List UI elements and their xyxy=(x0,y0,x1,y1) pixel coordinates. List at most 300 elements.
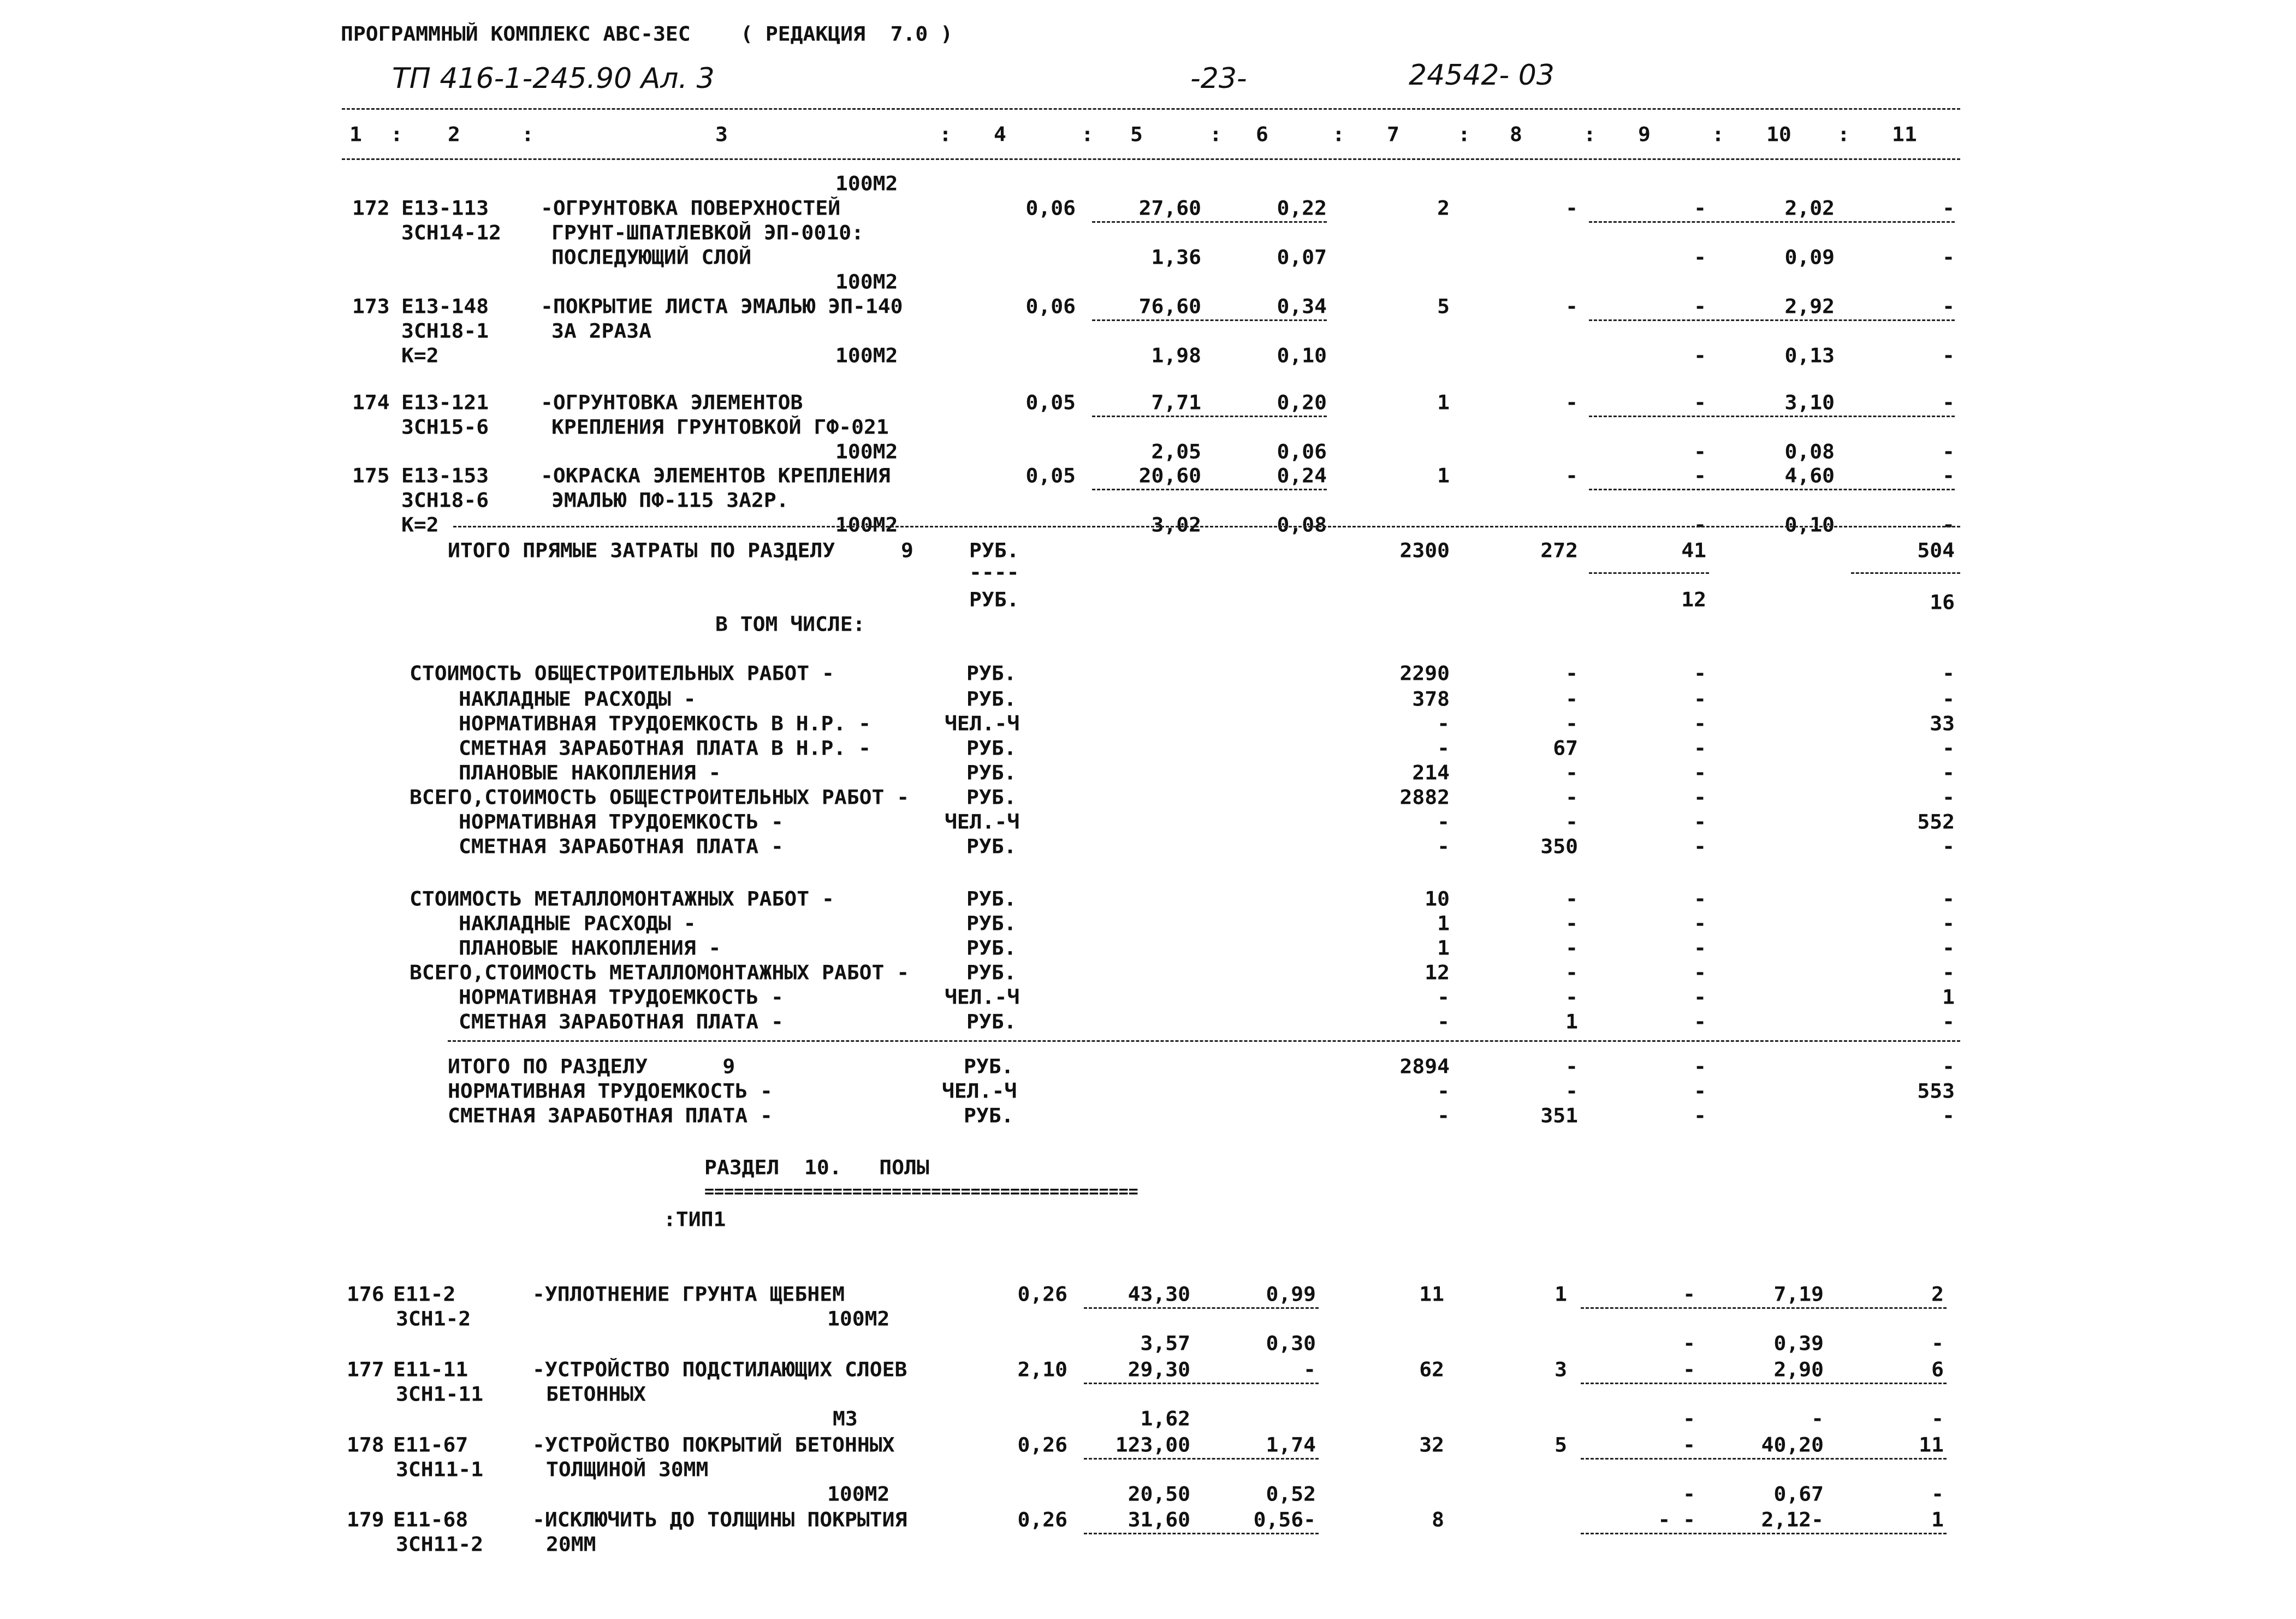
summary-unit: РУБ. xyxy=(966,786,1017,809)
cell-c9-second: - xyxy=(1694,246,1706,269)
item-description: ПОСЛЕДУЮЩИЙ СЛОЙ xyxy=(551,246,752,269)
summary-unit: РУБ. xyxy=(966,936,1017,959)
cell-c9-second: - xyxy=(1694,344,1706,367)
cell-c11: - xyxy=(1942,1010,1955,1033)
cell-c8: - xyxy=(1565,786,1578,809)
cell-c11: - xyxy=(1942,391,1955,414)
cell-c11-second: 16 xyxy=(1930,591,1955,614)
cell-c8: - xyxy=(1565,936,1578,959)
cell-c8: - xyxy=(1565,464,1578,487)
column-header-5: 5 xyxy=(1130,123,1143,146)
section-total-label: ИТОГО ПО РАЗДЕЛУ 9 xyxy=(448,1055,735,1078)
cell-c11: - xyxy=(1942,786,1955,809)
cell-c11: - xyxy=(1942,887,1955,910)
program-header: ПРОГРАММНЫЙ КОМПЛЕКС АВС-ЗЕС ( РЕДАКЦИЯ 7.0 ) xyxy=(341,22,953,45)
cell-c6: 0,20 xyxy=(1277,391,1327,414)
item-code-secondary: ЗСН11-2 xyxy=(396,1533,484,1556)
cell-c6-second: 0,52 xyxy=(1266,1482,1316,1505)
cell-c5-second: 20,50 xyxy=(1128,1482,1190,1505)
sub-rule xyxy=(1092,221,1327,223)
section-total-label: СМЕТНАЯ ЗАРАБОТНАЯ ПЛАТА - xyxy=(448,1104,773,1127)
item-description: -ОГРУНТОВКА ЭЛЕМЕНТОВ xyxy=(541,391,803,414)
cell-c11-second: - xyxy=(1942,246,1955,269)
cell-c5-second: 2,05 xyxy=(1151,440,1201,463)
cell-c8: - xyxy=(1565,712,1578,735)
cell-c10: 2,92 xyxy=(1784,295,1835,318)
column-separator: : xyxy=(1712,123,1724,146)
cell-c9-second: - xyxy=(1683,1482,1695,1505)
cell-c7: 1 xyxy=(1437,464,1450,487)
sub-rule xyxy=(1589,489,1955,490)
item-description: ТОЛЩИНОЙ 30ММ xyxy=(546,1458,709,1481)
cell-c10: 7,19 xyxy=(1773,1283,1824,1306)
summary-label: ВСЕГО,СТОИМОСТЬ ОБЩЕСТРОИТЕЛЬНЫХ РАБОТ - xyxy=(410,786,910,809)
page-number: -23- xyxy=(1190,62,1247,95)
total-direct-dash: ---- xyxy=(969,561,1019,584)
cell-c7: 10 xyxy=(1425,887,1450,910)
sub-rule xyxy=(1589,319,1955,321)
item-code: Е11-68 xyxy=(393,1508,468,1531)
item-code-secondary: ЗСН14-12 xyxy=(401,221,502,244)
cell-c9: - xyxy=(1683,1283,1695,1306)
cell-c8: 67 xyxy=(1553,737,1578,760)
sub-rule xyxy=(1084,1533,1319,1534)
cell-c8: - xyxy=(1565,986,1578,1009)
cell-c4: 0,26 xyxy=(1017,1283,1067,1306)
cell-c11-second: - xyxy=(1931,1482,1944,1505)
cell-c7: - xyxy=(1437,986,1450,1009)
cell-c11: 1 xyxy=(1942,986,1955,1009)
cell-c10: 4,60 xyxy=(1784,464,1835,487)
item-code: Е13-121 xyxy=(401,391,489,414)
column-header-11: 11 xyxy=(1892,123,1917,146)
cell-c6: 0,22 xyxy=(1277,197,1327,220)
cell-c7: 5 xyxy=(1437,295,1450,318)
cell-c11: - xyxy=(1942,197,1955,220)
cell-c7: 12 xyxy=(1425,961,1450,984)
cell-c6: 0,34 xyxy=(1277,295,1327,318)
cell-c11: 2 xyxy=(1931,1283,1944,1306)
item-description: -УСТРОЙСТВО ПОКРЫТИЙ БЕТОННЫХ xyxy=(532,1433,895,1456)
cell-c8: - xyxy=(1565,912,1578,935)
cell-c11: - xyxy=(1942,687,1955,710)
cell-c5-second: 1,36 xyxy=(1151,246,1201,269)
item-code: Е13-148 xyxy=(401,295,489,318)
cell-c9: - xyxy=(1694,835,1706,858)
cell-c4: 0,05 xyxy=(1025,464,1076,487)
summary-unit: РУБ. xyxy=(966,887,1017,910)
cell-c11: - xyxy=(1942,835,1955,858)
cell-c9: - xyxy=(1694,786,1706,809)
item-description: ЭМАЛЬЮ ПФ-115 ЗА2Р. xyxy=(551,489,789,512)
cell-c5: 29,30 xyxy=(1128,1358,1190,1381)
cell-c11: - xyxy=(1942,464,1955,487)
summary-label: СТОИМОСТЬ ОБЩЕСТРОИТЕЛЬНЫХ РАБОТ - xyxy=(410,662,834,685)
total-direct-section: 9 xyxy=(901,539,913,562)
cell-c9: - xyxy=(1694,1080,1706,1102)
cell-c6-second: 0,30 xyxy=(1266,1332,1316,1355)
unit-label: 100М2 xyxy=(835,344,898,367)
cell-c7: - xyxy=(1437,810,1450,833)
cell-c8: - xyxy=(1565,1055,1578,1078)
summary-label: НОРМАТИВНАЯ ТРУДОЕМКОСТЬ - xyxy=(459,810,784,833)
cell-c8: 351 xyxy=(1540,1104,1578,1127)
cell-c9-second: - xyxy=(1683,1332,1695,1355)
cell-c10-second: 0,39 xyxy=(1773,1332,1824,1355)
column-separator: : xyxy=(1583,123,1596,146)
cell-c9: - xyxy=(1694,1104,1706,1127)
cell-c11-second: - xyxy=(1942,513,1955,536)
summary-unit: ЧЕЛ.-Ч xyxy=(945,986,1020,1009)
cell-c7: 2894 xyxy=(1399,1055,1450,1078)
summary-label: СТОИМОСТЬ МЕТАЛЛОМОНТАЖНЫХ РАБОТ - xyxy=(410,887,834,910)
cell-c8: 272 xyxy=(1540,539,1578,562)
cell-c5-second: 1,98 xyxy=(1151,344,1201,367)
cell-c11: - xyxy=(1942,1104,1955,1127)
cell-c8: 350 xyxy=(1540,835,1578,858)
cell-c5-second: 1,62 xyxy=(1140,1407,1190,1430)
item-description: ЗА 2РАЗА xyxy=(551,319,652,342)
item-description: -УСТРОЙСТВО ПОДСТИЛАЮЩИХ СЛОЕВ xyxy=(532,1358,907,1381)
item-description: КРЕПЛЕНИЯ ГРУНТОВКОЙ ГФ-021 xyxy=(551,416,889,438)
cell-c10: 3,10 xyxy=(1784,391,1835,414)
item-code-secondary: ЗСН1-2 xyxy=(396,1307,471,1330)
cell-c9: - xyxy=(1694,936,1706,959)
cell-c7: - xyxy=(1437,712,1450,735)
summary-unit: РУБ. xyxy=(966,761,1017,784)
summary-unit: ЧЕЛ.-Ч xyxy=(945,810,1020,833)
item-number: 178 xyxy=(347,1433,384,1456)
item-number: 174 xyxy=(352,391,390,414)
summary-label: ВСЕГО,СТОИМОСТЬ МЕТАЛЛОМОНТАЖНЫХ РАБОТ - xyxy=(410,961,910,984)
cell-c9-second: 12 xyxy=(1681,588,1706,611)
summary-unit: РУБ. xyxy=(966,961,1017,984)
item-code-secondary: ЗСН18-6 xyxy=(401,489,489,512)
cell-c10-second: 0,67 xyxy=(1773,1482,1824,1505)
column-header-4: 4 xyxy=(994,123,1006,146)
sub-rule xyxy=(1092,489,1327,490)
cell-c7: - xyxy=(1437,1080,1450,1102)
cell-c6-second: 0,08 xyxy=(1277,513,1327,536)
summary-unit: РУБ. xyxy=(966,835,1017,858)
item-coefficient: К=2 xyxy=(401,513,439,536)
unit-label: 100М2 xyxy=(835,513,898,536)
item-number: 173 xyxy=(352,295,390,318)
column-header-7: 7 xyxy=(1387,123,1399,146)
cell-c8: - xyxy=(1565,391,1578,414)
cell-c8: 3 xyxy=(1555,1358,1567,1381)
summary-unit: РУБ. xyxy=(966,1010,1017,1033)
cell-c8: - xyxy=(1565,961,1578,984)
cell-c11: - xyxy=(1942,1055,1955,1078)
summary-unit: РУБ. xyxy=(966,912,1017,935)
header-rule-bottom xyxy=(342,158,1960,160)
cell-c5: 123,00 xyxy=(1115,1433,1190,1456)
total-direct-unit: РУБ. xyxy=(969,539,1019,562)
cell-c7: 1 xyxy=(1437,912,1450,935)
cell-c8: - xyxy=(1565,810,1578,833)
cell-c5-second: 3,57 xyxy=(1140,1332,1190,1355)
unit-label: 100М2 xyxy=(827,1307,890,1330)
cell-c11-second: - xyxy=(1942,440,1955,463)
column-separator: : xyxy=(1458,123,1470,146)
column-separator: : xyxy=(939,123,952,146)
unit-label: 100М2 xyxy=(827,1482,890,1505)
item-code: Е11-2 xyxy=(393,1283,456,1306)
item-description: ГРУНТ-ШПАТЛЕВКОЙ ЭП-0010: xyxy=(551,221,864,244)
table-rule xyxy=(453,526,1960,527)
column-header-3: 3 xyxy=(715,123,728,146)
summary-label: НОРМАТИВНАЯ ТРУДОЕМКОСТЬ - xyxy=(459,986,784,1009)
cell-c4: 0,26 xyxy=(1017,1508,1067,1531)
cell-c7: 2882 xyxy=(1399,786,1450,809)
item-number: 175 xyxy=(352,464,390,487)
cell-c8: - xyxy=(1565,687,1578,710)
section-total-unit: РУБ. xyxy=(964,1055,1014,1078)
item-number: 177 xyxy=(347,1358,384,1381)
item-code-secondary: ЗСН11-1 xyxy=(396,1458,484,1481)
cell-c7: 378 xyxy=(1412,687,1450,710)
unit-label: 100М2 xyxy=(835,172,898,195)
cell-c5: 27,60 xyxy=(1138,197,1201,220)
cell-c11: - xyxy=(1942,936,1955,959)
table-rule xyxy=(448,1040,1960,1042)
column-header-6: 6 xyxy=(1256,123,1268,146)
column-header-10: 10 xyxy=(1766,123,1791,146)
cell-c7: 2 xyxy=(1437,197,1450,220)
cell-c5: 76,60 xyxy=(1138,295,1201,318)
item-description: -ПОКРЫТИЕ ЛИСТА ЭМАЛЬЮ ЭП-140 xyxy=(541,295,903,318)
cell-c6: 0,99 xyxy=(1266,1283,1316,1306)
cell-c9: 41 xyxy=(1681,539,1706,562)
cell-c4: 0,26 xyxy=(1017,1433,1067,1456)
item-description: -ОКРАСКА ЭЛЕМЕНТОВ КРЕПЛЕНИЯ xyxy=(541,464,891,487)
project-code: ТП 416-1-245.90 Ал. 3 xyxy=(392,62,715,95)
cell-c9: - xyxy=(1694,662,1706,685)
unit-label: 100М2 xyxy=(835,270,898,293)
cell-c9: - xyxy=(1683,1358,1695,1381)
column-separator: : xyxy=(1209,123,1222,146)
cell-c9: - xyxy=(1694,712,1706,735)
cell-c9: - xyxy=(1694,687,1706,710)
summary-label: НОРМАТИВНАЯ ТРУДОЕМКОСТЬ В Н.Р. - xyxy=(459,712,871,735)
cell-c4: 0,06 xyxy=(1025,197,1076,220)
cell-c7: 214 xyxy=(1412,761,1450,784)
type-label: :ТИП1 xyxy=(663,1208,726,1231)
sub-rule xyxy=(1851,572,1960,574)
cell-c8: - xyxy=(1565,295,1578,318)
column-separator: : xyxy=(1837,123,1850,146)
cell-c9: - xyxy=(1694,464,1706,487)
sub-rule xyxy=(1589,416,1955,417)
cell-c6: - xyxy=(1303,1358,1316,1381)
unit-label: М3 xyxy=(833,1407,858,1430)
cell-c7: - xyxy=(1437,737,1450,760)
item-number: 179 xyxy=(347,1508,384,1531)
total-direct-label: ИТОГО ПРЯМЫЕ ЗАТРАТЫ ПО РАЗДЕЛУ xyxy=(448,539,835,562)
total-direct-unit-second: РУБ. xyxy=(969,588,1019,611)
unit-label: 100М2 xyxy=(835,440,898,463)
column-separator: : xyxy=(1081,123,1094,146)
cell-c5-second: 3,02 xyxy=(1151,513,1201,536)
cell-c11: 552 xyxy=(1917,810,1955,833)
summary-unit: РУБ. xyxy=(966,687,1017,710)
cell-c9-second: - xyxy=(1694,513,1706,536)
sub-rule xyxy=(1589,572,1709,574)
cell-c8: - xyxy=(1565,887,1578,910)
cell-c11: - xyxy=(1942,737,1955,760)
including-label: В ТОМ ЧИСЛЕ: xyxy=(715,613,865,636)
cell-c9-second: - xyxy=(1694,440,1706,463)
summary-label: НАКЛАДНЫЕ РАСХОДЫ - xyxy=(459,912,696,935)
cell-c7: 1 xyxy=(1437,391,1450,414)
cell-c10: 2,90 xyxy=(1773,1358,1824,1381)
cell-c5: 31,60 xyxy=(1128,1508,1190,1531)
cell-c11: - xyxy=(1942,295,1955,318)
column-separator: : xyxy=(1332,123,1345,146)
sub-rule xyxy=(1092,319,1327,321)
summary-unit: ЧЕЛ.-Ч xyxy=(945,712,1020,735)
summary-label: НАКЛАДНЫЕ РАСХОДЫ - xyxy=(459,687,696,710)
item-description: -ИСКЛЮЧИТЬ ДО ТОЛЩИНЫ ПОКРЫТИЯ xyxy=(532,1508,907,1531)
column-header-9: 9 xyxy=(1638,123,1651,146)
cell-c9: - xyxy=(1694,391,1706,414)
cell-c11: 6 xyxy=(1931,1358,1944,1381)
cell-c10-second: 0,10 xyxy=(1784,513,1835,536)
item-description: -УПЛОТНЕНИЕ ГРУНТА ЩЕБНЕМ xyxy=(532,1283,845,1306)
cell-c7: 2290 xyxy=(1399,662,1450,685)
cell-c11: 33 xyxy=(1930,712,1955,735)
column-header-1: 1 xyxy=(349,123,362,146)
section-10-title: РАЗДЕЛ 10. ПОЛЫ xyxy=(704,1156,929,1179)
item-description: -ОГРУНТОВКА ПОВЕРХНОСТЕЙ xyxy=(541,197,841,220)
summary-label: ПЛАНОВЫЕ НАКОПЛЕНИЯ - xyxy=(459,761,721,784)
cell-c8: 1 xyxy=(1555,1283,1567,1306)
cell-c8: - xyxy=(1565,1080,1578,1102)
sub-rule xyxy=(1084,1307,1319,1309)
cell-c11: 11 xyxy=(1919,1433,1944,1456)
cell-c11-second: - xyxy=(1942,344,1955,367)
cell-c10-second: 0,13 xyxy=(1784,344,1835,367)
cell-c11: - xyxy=(1942,912,1955,935)
cell-c6-second: 0,10 xyxy=(1277,344,1327,367)
cell-c7: - xyxy=(1437,835,1450,858)
item-code-secondary: ЗСН1-11 xyxy=(396,1383,484,1405)
cell-c9: - - xyxy=(1658,1508,1695,1531)
column-separator: : xyxy=(521,123,534,146)
cell-c7: 1 xyxy=(1437,936,1450,959)
cell-c8: - xyxy=(1565,761,1578,784)
cell-c7: 2300 xyxy=(1399,539,1450,562)
cell-c11: 1 xyxy=(1931,1508,1944,1531)
cell-c10: 2,12- xyxy=(1761,1508,1824,1531)
cell-c7: - xyxy=(1437,1104,1450,1127)
cell-c5: 20,60 xyxy=(1138,464,1201,487)
summary-label: СМЕТНАЯ ЗАРАБОТНАЯ ПЛАТА - xyxy=(459,1010,784,1033)
item-number: 176 xyxy=(347,1283,384,1306)
item-code: Е13-153 xyxy=(401,464,489,487)
cell-c4: 2,10 xyxy=(1017,1358,1067,1381)
cell-c11: 553 xyxy=(1917,1080,1955,1102)
cell-c8: - xyxy=(1565,197,1578,220)
header-rule-top xyxy=(342,108,1960,110)
cell-c4: 0,05 xyxy=(1025,391,1076,414)
cell-c10-second: 0,08 xyxy=(1784,440,1835,463)
cell-c6-second: 0,07 xyxy=(1277,246,1327,269)
cell-c10: 2,02 xyxy=(1784,197,1835,220)
item-description: 20ММ xyxy=(546,1533,596,1556)
cell-c11: - xyxy=(1942,961,1955,984)
summary-label: ПЛАНОВЫЕ НАКОПЛЕНИЯ - xyxy=(459,936,721,959)
summary-label: СМЕТНАЯ ЗАРАБОТНАЯ ПЛАТА В Н.Р. - xyxy=(459,737,871,760)
cell-c7: 11 xyxy=(1419,1283,1444,1306)
cell-c8: 1 xyxy=(1565,1010,1578,1033)
column-header-8: 8 xyxy=(1510,123,1522,146)
summary-label: СМЕТНАЯ ЗАРАБОТНАЯ ПЛАТА - xyxy=(459,835,784,858)
sub-rule xyxy=(1581,1458,1947,1460)
sub-rule xyxy=(1084,1383,1319,1384)
cell-c9: - xyxy=(1694,810,1706,833)
cell-c9: - xyxy=(1694,1010,1706,1033)
cell-c9-second: - xyxy=(1683,1407,1695,1430)
cell-c5: 43,30 xyxy=(1128,1283,1190,1306)
cell-c9: - xyxy=(1694,1055,1706,1078)
cell-c10-second: 0,09 xyxy=(1784,246,1835,269)
cell-c8: - xyxy=(1565,662,1578,685)
cell-c9: - xyxy=(1694,761,1706,784)
sub-rule xyxy=(1581,1307,1947,1309)
section-total-unit: ЧЕЛ.-Ч xyxy=(942,1080,1017,1102)
item-description: БЕТОННЫХ xyxy=(546,1383,646,1405)
cell-c7: 8 xyxy=(1432,1508,1444,1531)
item-code: Е11-11 xyxy=(393,1358,468,1381)
cell-c8: 5 xyxy=(1555,1433,1567,1456)
column-separator: : xyxy=(390,123,403,146)
cell-c5: 7,71 xyxy=(1151,391,1201,414)
item-code: Е13-113 xyxy=(401,197,489,220)
cell-c7: 62 xyxy=(1419,1358,1444,1381)
item-code-secondary: ЗСН15-6 xyxy=(401,416,489,438)
cell-c9: - xyxy=(1694,961,1706,984)
section-10-underline: ============================================ xyxy=(704,1182,1138,1201)
sub-rule xyxy=(1581,1383,1947,1384)
summary-unit: РУБ. xyxy=(966,737,1017,760)
cell-c9: - xyxy=(1694,737,1706,760)
cell-c6: 0,56- xyxy=(1253,1508,1316,1531)
item-code: Е11-67 xyxy=(393,1433,468,1456)
section-total-unit: РУБ. xyxy=(964,1104,1014,1127)
cell-c9: - xyxy=(1694,197,1706,220)
sub-rule xyxy=(1084,1458,1319,1460)
cell-c7: - xyxy=(1437,1010,1450,1033)
cell-c9: - xyxy=(1694,912,1706,935)
item-number: 172 xyxy=(352,197,390,220)
summary-unit: РУБ. xyxy=(966,662,1017,685)
sub-rule xyxy=(1589,221,1955,223)
cell-c11-second: - xyxy=(1931,1407,1944,1430)
sub-rule xyxy=(1092,416,1327,417)
cell-c6: 1,74 xyxy=(1266,1433,1316,1456)
section-total-label: НОРМАТИВНАЯ ТРУДОЕМКОСТЬ - xyxy=(448,1080,773,1102)
cell-c9: - xyxy=(1694,295,1706,318)
cell-c4: 0,06 xyxy=(1025,295,1076,318)
item-coefficient: К=2 xyxy=(401,344,439,367)
column-header-2: 2 xyxy=(448,123,460,146)
cell-c11-second: - xyxy=(1931,1332,1944,1355)
cell-c9: - xyxy=(1694,887,1706,910)
cell-c7: 32 xyxy=(1419,1433,1444,1456)
cell-c10-second: - xyxy=(1811,1407,1824,1430)
